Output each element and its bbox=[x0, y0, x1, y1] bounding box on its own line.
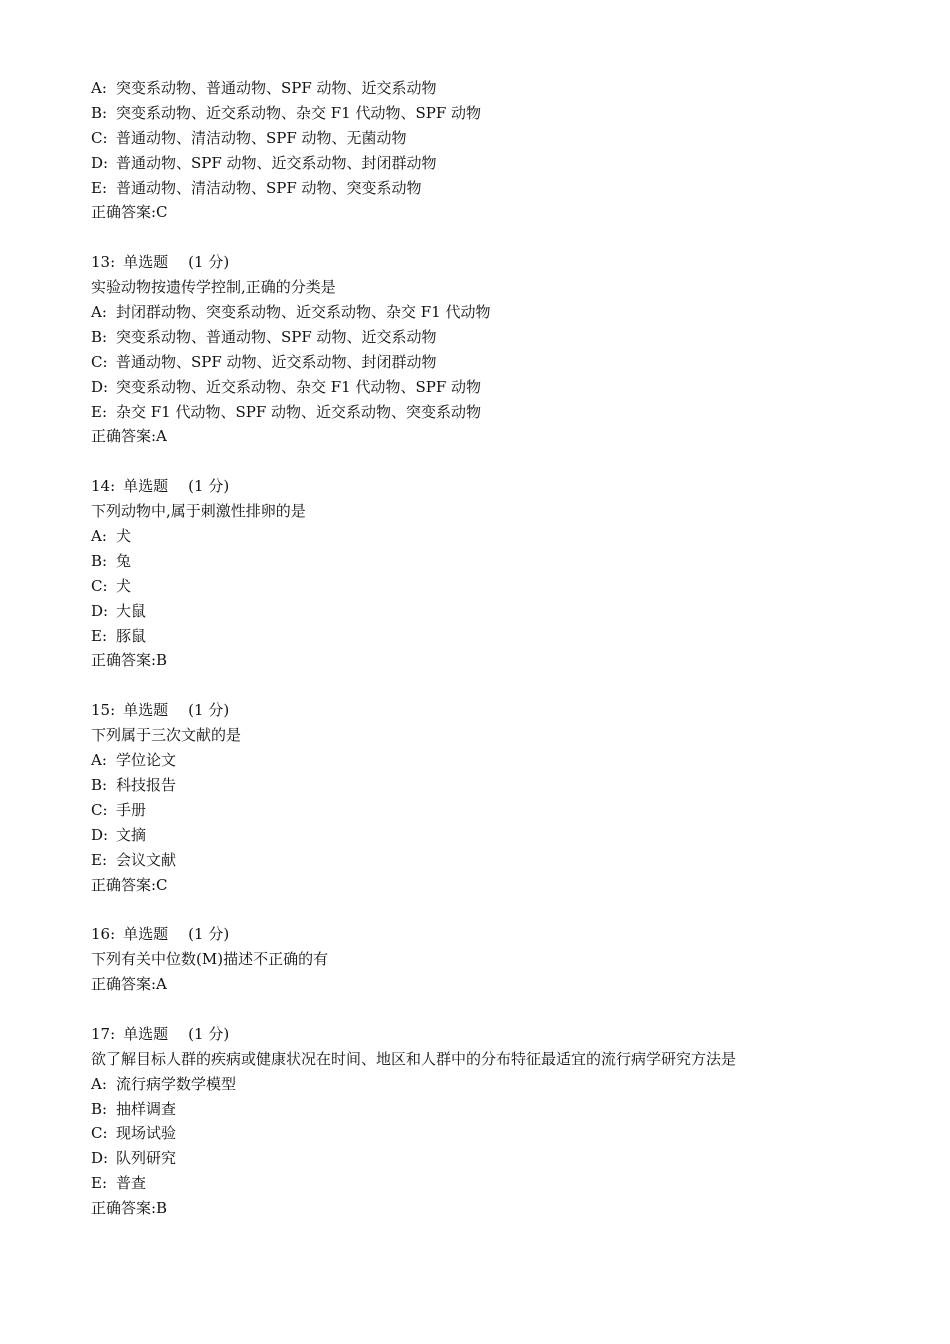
question-number: 13: bbox=[91, 253, 116, 272]
question-header bbox=[91, 698, 911, 723]
question-header bbox=[91, 922, 911, 947]
question-score: (1 分) bbox=[188, 701, 230, 720]
option-c: C: 现场试验 bbox=[91, 1124, 177, 1143]
correct-answer: 正确答案:B bbox=[91, 1199, 168, 1218]
question-score: (1 分) bbox=[188, 925, 230, 944]
question-score: (1 分) bbox=[188, 1024, 230, 1043]
question-text: 实验动物按遗传学控制,正确的分类是 bbox=[91, 278, 336, 297]
option-d: D: 文摘 bbox=[91, 825, 147, 844]
option-c: C: 犬 bbox=[91, 576, 132, 595]
question-score: (1 分) bbox=[188, 253, 230, 272]
question-block-16 bbox=[91, 922, 911, 997]
option-d: D: 突变系动物、近交系动物、杂交 F1 代动物、SPF 动物 bbox=[91, 377, 482, 396]
option-c: C: 普通动物、清洁动物、SPF 动物、无菌动物 bbox=[91, 128, 407, 147]
document-page bbox=[91, 76, 911, 1246]
option-c: C: 手册 bbox=[91, 800, 147, 819]
option-b: B: 突变系动物、普通动物、SPF 动物、近交系动物 bbox=[91, 327, 437, 346]
option-a: A: 犬 bbox=[91, 527, 132, 546]
correct-answer: 正确答案:B bbox=[91, 651, 168, 670]
option-e: E: 会议文献 bbox=[91, 850, 177, 869]
option-b: B: 兔 bbox=[91, 551, 132, 570]
question-text: 下列有关中位数(M)描述不正确的有 bbox=[91, 950, 329, 969]
question-number: 15: bbox=[91, 701, 116, 720]
question-text: 欲了解目标人群的疾病或健康状况在时间、地区和人群中的分布特征最适宜的流行病学研究方法是 bbox=[91, 1049, 737, 1068]
option-a: A: 学位论文 bbox=[91, 751, 177, 770]
option-e: E: 普查 bbox=[91, 1174, 147, 1193]
option-c: C: 普通动物、SPF 动物、近交系动物、封闭群动物 bbox=[91, 352, 437, 371]
option-a: A: 流行病学数学模型 bbox=[91, 1074, 237, 1093]
option-d: D: 队列研究 bbox=[91, 1149, 177, 1168]
option-e: E: 普通动物、清洁动物、SPF 动物、突变系动物 bbox=[91, 178, 422, 197]
question-block-17 bbox=[91, 1022, 911, 1221]
option-e: E: 杂交 F1 代动物、SPF 动物、近交系动物、突变系动物 bbox=[91, 402, 482, 421]
correct-answer: 正确答案:A bbox=[91, 975, 167, 994]
question-score: (1 分) bbox=[188, 477, 230, 496]
question-type: 单选题 bbox=[123, 701, 169, 720]
option-b: B: 抽样调查 bbox=[91, 1099, 177, 1118]
question-text: 下列属于三次文献的是 bbox=[91, 726, 242, 745]
correct-answer: 正确答案:A bbox=[91, 427, 167, 446]
question-type: 单选题 bbox=[123, 253, 169, 272]
question-type: 单选题 bbox=[123, 925, 169, 944]
option-a: A: 封闭群动物、突变系动物、近交系动物、杂交 F1 代动物 bbox=[91, 303, 491, 322]
question-header bbox=[91, 250, 911, 275]
option-d: D: 大鼠 bbox=[91, 601, 147, 620]
correct-answer: 正确答案:C bbox=[91, 203, 168, 222]
question-block-14 bbox=[91, 474, 911, 673]
option-b: B: 突变系动物、近交系动物、杂交 F1 代动物、SPF 动物 bbox=[91, 103, 482, 122]
question-text: 下列动物中,属于刺激性排卵的是 bbox=[91, 502, 306, 521]
option-a: A: 突变系动物、普通动物、SPF 动物、近交系动物 bbox=[91, 79, 437, 97]
question-block-15 bbox=[91, 698, 911, 897]
question-number: 16: bbox=[91, 925, 116, 944]
question-block-12 bbox=[91, 76, 911, 225]
question-header bbox=[91, 1022, 911, 1047]
option-b: B: 科技报告 bbox=[91, 775, 177, 794]
question-number: 17: bbox=[91, 1024, 116, 1043]
option-e: E: 豚鼠 bbox=[91, 626, 147, 645]
question-number: 14: bbox=[91, 477, 116, 496]
option-d: D: 普通动物、SPF 动物、近交系动物、封闭群动物 bbox=[91, 153, 437, 172]
question-header bbox=[91, 474, 911, 499]
question-type: 单选题 bbox=[123, 477, 169, 496]
question-type: 单选题 bbox=[123, 1024, 169, 1043]
correct-answer: 正确答案:C bbox=[91, 875, 168, 894]
question-block-13 bbox=[91, 250, 911, 449]
